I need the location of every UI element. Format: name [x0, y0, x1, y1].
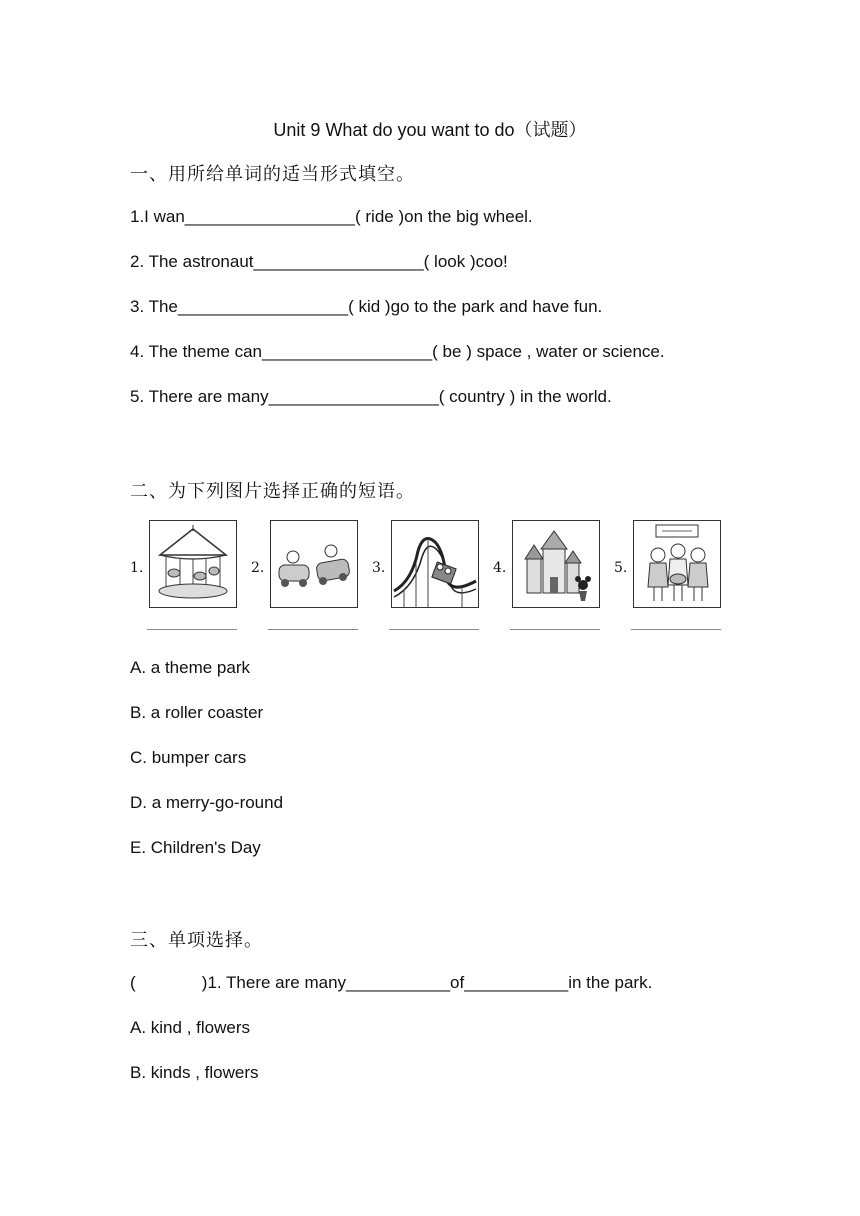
picture-item-5	[614, 520, 724, 635]
merry-go-round-icon	[149, 520, 237, 608]
theme-park-castle-icon	[512, 520, 600, 608]
choice-option-a: A. kind , flowers	[130, 1018, 250, 1037]
fill-blank-item-2: 2. The astronaut__________________( look )coo!	[130, 252, 508, 271]
section3-heading: 三、单项选择。	[130, 930, 263, 951]
option-b: B. a roller coaster	[130, 703, 264, 722]
answer-line[interactable]	[147, 629, 237, 630]
fill-blank-item-3: 3. The__________________( kid )go to the park and have fun.	[130, 297, 603, 316]
choice-option-b: B. kinds , flowers	[130, 1063, 259, 1082]
picture-item-3	[372, 520, 482, 635]
picture-row	[130, 520, 730, 640]
choice-question-1: ( )1. There are many___________of___________in the park.	[130, 973, 653, 992]
picture-item-4	[493, 520, 603, 635]
answer-line[interactable]	[268, 629, 358, 630]
option-e: E. Children's Day	[130, 838, 261, 857]
roller-coaster-icon	[391, 520, 479, 608]
answer-line[interactable]	[631, 629, 721, 630]
childrens-day-icon	[633, 520, 721, 608]
picture-item-1	[130, 520, 240, 635]
option-a: A. a theme park	[130, 658, 251, 677]
picture-number: 1.	[130, 560, 144, 576]
option-d: D. a merry-go-round	[130, 793, 284, 812]
fill-blank-item-1: 1.I wan__________________( ride )on the big wheel.	[130, 207, 533, 226]
answer-line[interactable]	[510, 629, 600, 630]
page-title: Unit 9 What do you want to do（试题）	[273, 120, 587, 140]
bumper-cars-icon	[270, 520, 358, 608]
fill-blank-item-4: 4. The theme can__________________( be ) space , water or science.	[130, 342, 665, 361]
fill-blank-item-5: 5. There are many__________________( country ) in the world.	[130, 387, 612, 406]
section2-heading: 二、为下列图片选择正确的短语。	[130, 481, 415, 502]
picture-number: 5.	[614, 560, 628, 576]
picture-number: 2.	[251, 560, 265, 576]
picture-number: 3.	[372, 560, 386, 576]
answer-line[interactable]	[389, 629, 479, 630]
option-c: C. bumper cars	[130, 748, 247, 767]
section1-heading: 一、用所给单词的适当形式填空。	[130, 164, 415, 185]
picture-item-2	[251, 520, 361, 635]
picture-number: 4.	[493, 560, 507, 576]
